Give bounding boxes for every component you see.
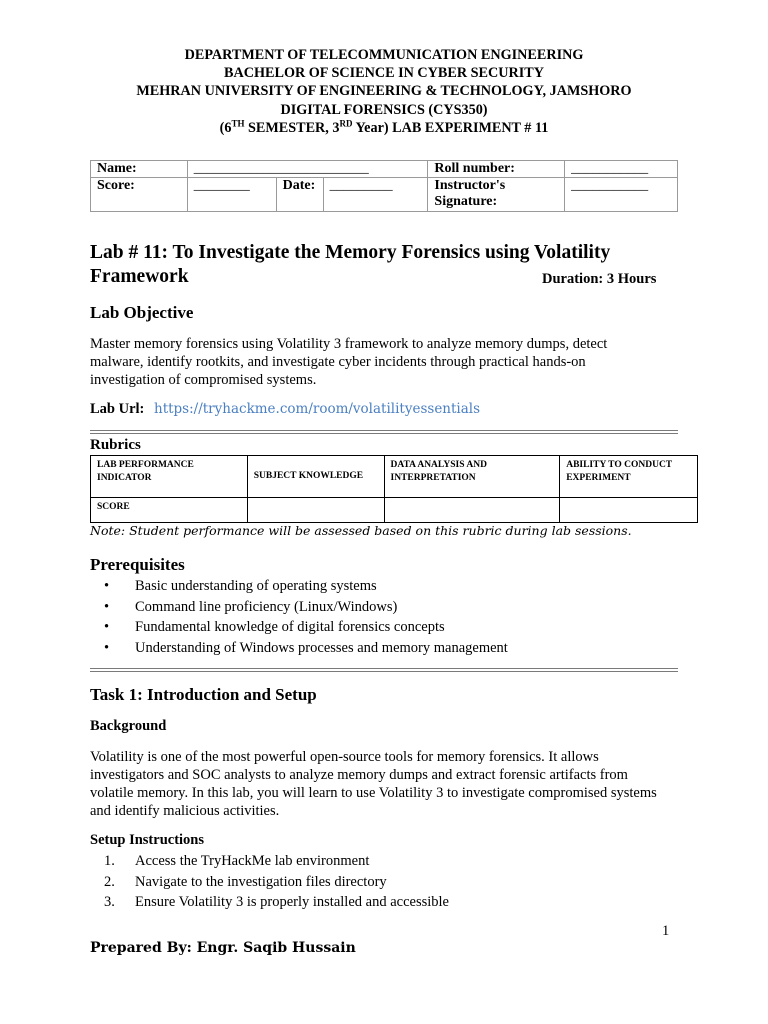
list-item: • Understanding of Windows processes and memory management [90,638,508,659]
setup-heading: Setup Instructions [90,832,205,848]
semester-sup-rd: RD [339,118,353,129]
score-blank: ________ [193,178,250,193]
step-text: Ensure Volatility 3 is properly installed and accessible [135,894,449,910]
rubrics-header-row [91,456,698,498]
step-text: Navigate to the investigation files directory [135,873,387,890]
prerequisites-heading: Prerequisites [90,555,185,574]
step-number: 3. [104,894,115,910]
instructor-label-line1: Instructor's [434,178,506,193]
date-label: Date: [276,178,323,212]
rubric-header: SUBJECT KNOWLEDGE [247,456,384,498]
list-item [90,872,449,893]
list-item: • Basic understanding of operating systems [90,576,508,597]
rubric-note: Note: Student performance will be assessed based on this rubric during lab sessions. [90,523,632,538]
task1-heading: Task 1: Introduction and Setup [90,685,317,704]
duration: Duration: 3 Hours [542,271,657,287]
lab-url-line [90,401,480,418]
score-cell[interactable] [384,498,560,523]
semester-text-c: Year) LAB EXPERIMENT # 11 [352,119,549,136]
roll-number-label: Roll number: [428,161,565,178]
university-line: MEHRAN UNIVERSITY OF ENGINEERING & TECHNOLOGY, JAMSHORO [136,83,632,100]
footer-author: Prepared By: Engr. Saqib Hussain [90,940,356,956]
semester-text-a: (6 [219,119,232,136]
instructor-label-line2: Signature: [434,194,498,209]
step-number: 2. [104,873,115,890]
rubrics-score-row [91,498,698,523]
prerequisites-list [90,576,508,658]
step-number: 1. [104,853,115,869]
score-cell[interactable] [560,498,698,523]
list-item [90,892,449,913]
score-cell[interactable] [247,498,384,523]
objective-heading: Lab Objective [90,303,194,322]
page-number: 1 [662,923,670,939]
student-info-table [90,160,678,212]
semester-sup-th: TH [231,118,245,129]
rubrics-table [90,455,698,523]
semester-text-b: SEMESTER, 3 [244,119,340,136]
rubric-header: ABILITY TO CONDUCT EXPERIMENT [560,456,698,498]
course-line: DIGITAL FORENSICS (CYS350) [280,101,488,118]
semester-line [0,119,768,137]
name-label: Name: [91,161,188,178]
step-text: Access the TryHackMe lab environment [135,853,370,869]
roll-number-field[interactable]: ___________ [565,161,678,178]
background-heading: Background [90,718,167,734]
score-field[interactable] [187,178,276,212]
list-item [90,851,449,872]
instructor-signature-label [428,178,565,212]
list-item: • Fundamental knowledge of digital forensics concepts [90,617,508,638]
setup-steps-list [90,851,449,913]
date-field[interactable]: _________ [323,178,428,212]
rubric-header: LAB PERFORMANCE INDICATOR [91,456,248,498]
rubrics-heading: Rubrics [90,437,141,453]
document-header [0,46,768,137]
list-item: • Command line proficiency (Linux/Windows) [90,597,508,618]
score-row-label: SCORE [91,498,248,523]
name-field[interactable]: _________________________ [187,161,428,178]
section-divider [90,668,678,672]
section-divider [90,430,678,434]
rubric-header: DATA ANALYSIS AND INTERPRETATION [384,456,560,498]
lab-url-link[interactable]: https://tryhackme.com/room/volatilityessentials [154,401,481,417]
instructor-signature-field[interactable]: ___________ [565,178,678,212]
score-label: Score: [91,178,188,212]
info-row-2 [91,178,678,212]
lab-url-label: Lab Url: [90,401,145,417]
background-text: Volatility is one of the most powerful open-source tools for memory forensics. It allows investigators and SOC analysts to analyze memory dumps and extract forensic artifacts from volatile memory. In this lab, you will learn to use Volatility 3 to investigate compromised systems and identify malicious activities. [90,749,657,819]
degree-line: BACHELOR OF SCIENCE IN CYBER SECURITY [224,65,544,82]
objective-text: Master memory forensics using Volatility 3 framework to analyze memory dumps, detect malware, identify rootkits, and investigate cyber incidents through practical hands-on investigation of compromised systems. [90,336,608,388]
lab-title: Lab # 11: To Investigate the Memory Forensics using Volatility Framework [90,242,611,287]
department-line: DEPARTMENT OF TELECOMMUNICATION ENGINEERING [184,47,584,63]
info-row-1 [91,161,678,178]
